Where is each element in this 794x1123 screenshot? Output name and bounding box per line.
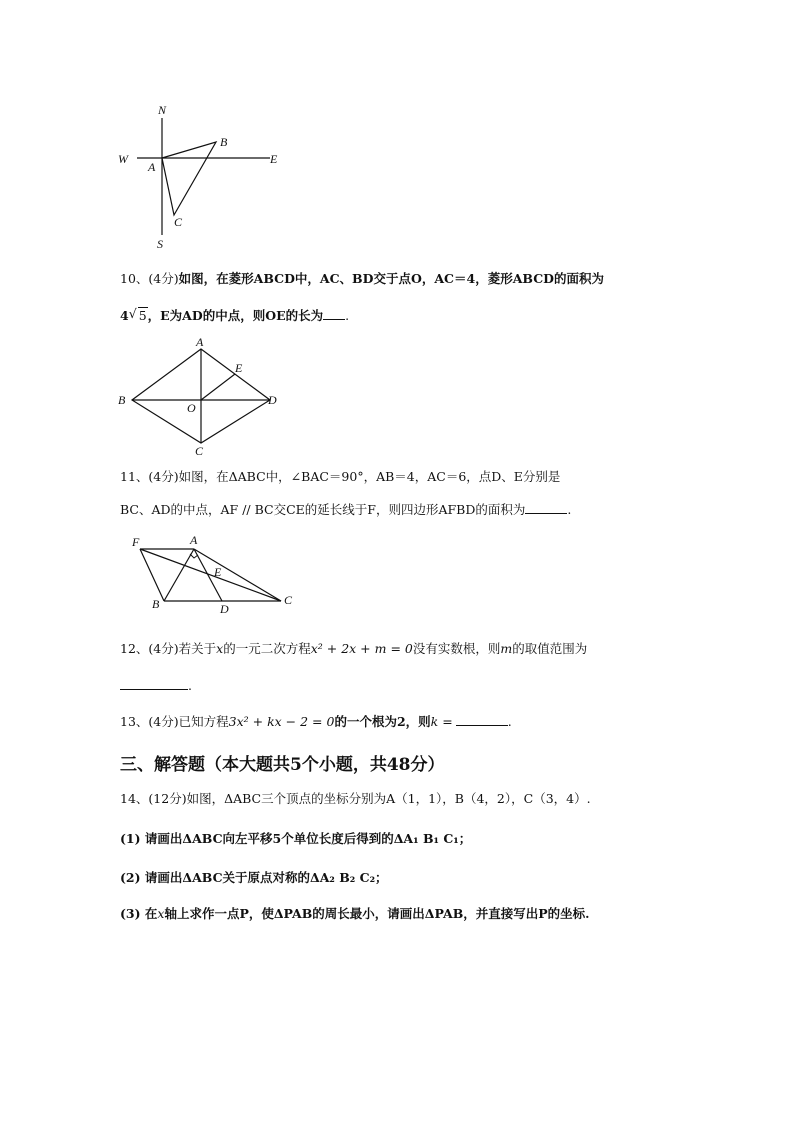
period: . bbox=[507, 714, 512, 729]
variable-x: x bbox=[157, 906, 165, 921]
sqrt-coefficient: 4 bbox=[120, 308, 129, 323]
sqrt-expression: √ 5 bbox=[128, 306, 147, 323]
label-s: S bbox=[157, 237, 163, 251]
question-14-part-2: (2) 请画出ΔABC关于原点对称的ΔA₂ B₂ C₂； bbox=[120, 870, 388, 885]
period: . bbox=[188, 678, 192, 693]
question-10-number: 10、(4分) bbox=[120, 271, 179, 286]
label-e: E bbox=[235, 361, 243, 375]
period: . bbox=[567, 502, 572, 517]
question-14-intro bbox=[120, 791, 591, 806]
question-14-number: 14、(12分) bbox=[120, 791, 187, 806]
part-3-text-a: (3) 在 bbox=[120, 906, 158, 921]
label-e: E bbox=[270, 152, 278, 166]
segment-ac bbox=[194, 549, 281, 601]
label-d: D bbox=[220, 602, 229, 616]
label-e: E bbox=[214, 565, 222, 579]
question-10-line-2 bbox=[120, 307, 349, 323]
question-12-text-c: 没有实数根，则 bbox=[412, 641, 501, 656]
label-o: O bbox=[187, 401, 196, 415]
rhombus-figure bbox=[115, 333, 290, 460]
label-b: B bbox=[220, 135, 228, 149]
question-10-line-1 bbox=[120, 271, 604, 286]
question-11-line-1 bbox=[120, 469, 560, 484]
question-12-text-d: 的取值范围为 bbox=[512, 641, 588, 656]
question-10-text: 如图，在菱形ABCD中，AC、BD交于点O，AC＝4，菱形ABCD的面积为 bbox=[178, 271, 604, 286]
label-c: C bbox=[284, 593, 293, 607]
label-b: B bbox=[118, 393, 126, 407]
question-11-text-2: BC、AD的中点，AF // BC交CE的延长线于F，则四边形AFBD的面积为 bbox=[120, 502, 526, 517]
label-c: C bbox=[174, 215, 183, 229]
label-d: D bbox=[268, 393, 277, 407]
question-11-text: 如图，在ΔABC中，∠BAC＝90°，AB＝4，AC＝6，点D、E分别是 bbox=[178, 469, 561, 484]
label-b: B bbox=[152, 597, 160, 611]
section-3-heading: 三、解答题（本大题共5个小题，共48分） bbox=[120, 755, 445, 775]
question-12-line-2 bbox=[120, 677, 192, 693]
segment-oe bbox=[201, 374, 235, 400]
label-c: C bbox=[195, 444, 204, 458]
equation: x² + 2x + m = 0 bbox=[310, 641, 413, 656]
label-n: N bbox=[158, 103, 167, 117]
question-13-text-a: 已知方程 bbox=[178, 714, 229, 729]
triangle-abc bbox=[162, 142, 216, 215]
segment-ab bbox=[164, 549, 194, 601]
quadrilateral-figure bbox=[128, 532, 303, 617]
question-12-text-a: 若关于 bbox=[178, 641, 217, 656]
question-14-text: 如图，ΔABC三个顶点的坐标分别为A（1，1），B（4，2），C（3，4）. bbox=[186, 791, 591, 806]
variable-k: k = bbox=[430, 714, 453, 729]
label-a: A bbox=[196, 335, 204, 349]
radicand: 5 bbox=[138, 308, 147, 323]
question-12-line-1 bbox=[120, 641, 587, 656]
label-w: W bbox=[118, 152, 128, 166]
question-11-number: 11、(4分) bbox=[120, 469, 179, 484]
question-12-number: 12、(4分) bbox=[120, 641, 179, 656]
label-a: A bbox=[190, 533, 198, 547]
label-f: F bbox=[132, 535, 140, 549]
question-12-text-b: 的一元二次方程 bbox=[223, 641, 311, 656]
question-10-text-2: ，E为AD的中点，则OE的长为 bbox=[147, 308, 324, 323]
question-11-line-2 bbox=[120, 501, 571, 517]
answer-blank-13[interactable] bbox=[456, 713, 508, 726]
question-13-number: 13、(4分) bbox=[120, 714, 179, 729]
answer-blank-10[interactable] bbox=[323, 307, 345, 320]
question-13-line bbox=[120, 713, 512, 729]
question-14-part-1: (1) 请画出ΔABC向左平移5个单位长度后得到的ΔA₁ B₁ C₁； bbox=[120, 831, 472, 846]
question-14-part-3 bbox=[120, 906, 590, 921]
compass-triangle-figure bbox=[110, 100, 290, 255]
segment-fc bbox=[140, 549, 281, 601]
period: . bbox=[345, 308, 350, 323]
answer-blank-11[interactable] bbox=[525, 501, 567, 514]
answer-blank-12[interactable] bbox=[120, 677, 188, 690]
variable-x: x bbox=[216, 641, 224, 656]
part-3-text-b: 轴上求作一点P，使ΔPAB的周长最小，请画出ΔPAB，并直接写出P的坐标. bbox=[164, 906, 590, 921]
equation: 3x² + kx − 2 = 0 bbox=[228, 714, 335, 729]
label-a: A bbox=[148, 160, 156, 174]
variable-m: m bbox=[500, 641, 513, 656]
question-13-text-b: 的一个根为2，则 bbox=[334, 714, 431, 729]
